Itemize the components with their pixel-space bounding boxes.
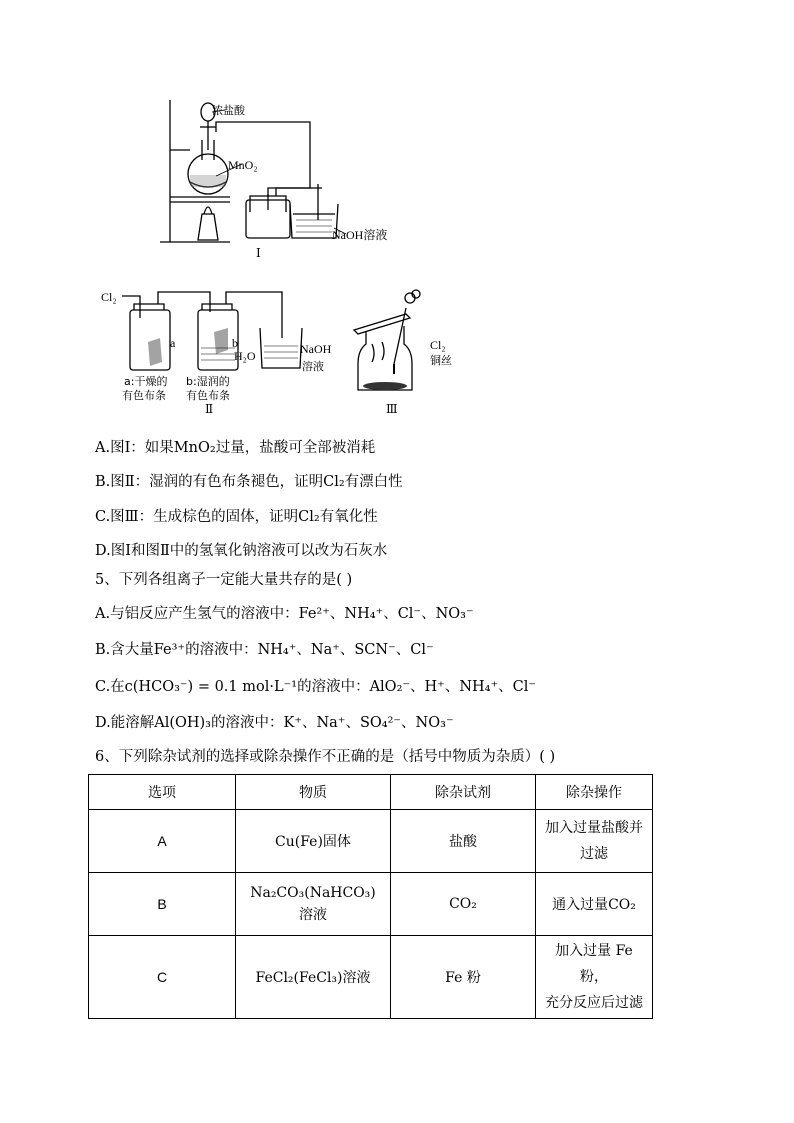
label-cl2-jar: Cl₂: [430, 338, 446, 352]
row-b-reagent: CO₂: [391, 873, 536, 936]
figure-3-apparatus: [350, 284, 430, 404]
table-row: [89, 810, 653, 873]
q6-table: [88, 774, 653, 1019]
header-option: 选项: [89, 775, 236, 810]
q5-stem: 5、下列各组离子一定能大量共存的是( ): [95, 572, 353, 588]
label-wet-strip-1: b:湿润的: [186, 375, 230, 388]
row-c-option: C: [89, 936, 236, 1019]
row-a-operation-line-1: 加入过量盐酸并: [545, 820, 643, 836]
label-naoh-solution-1: NaOH溶液: [332, 228, 388, 242]
figure-1-caption: Ⅰ: [256, 246, 261, 260]
header-substance: 物质: [236, 775, 391, 810]
q4-option-c: C.图Ⅲ：生成棕色的固体，证明Cl₂有氧化性: [95, 509, 378, 525]
label-conc-hcl: 浓盐酸: [212, 104, 245, 117]
row-a-reagent: 盐酸: [391, 810, 536, 873]
label-a: a: [170, 336, 176, 350]
row-c-operation-line-1: 加入过量 Fe 粉，: [555, 943, 633, 985]
q5-option-b: B.含大量Fe³⁺的溶液中：NH₄⁺、Na⁺、SCN⁻、Cl⁻: [95, 642, 434, 658]
label-wet-strip-2: 有色布条: [186, 389, 230, 402]
row-b-option: B: [89, 873, 236, 936]
label-h2o: H₂O: [234, 349, 256, 363]
label-copper-wire: 铜丝: [430, 354, 452, 367]
q4-option-b: B.图Ⅱ：湿润的有色布条褪色，证明Cl₂有漂白性: [95, 474, 403, 490]
label-dry-strip-2: 有色布条: [122, 389, 166, 402]
row-a-operation: [536, 810, 653, 873]
figure-3-caption: Ⅲ: [386, 402, 398, 416]
q4-option-a: A.图Ⅰ：如果MnO₂过量，盐酸可全部被消耗: [95, 440, 376, 456]
label-naoh-solution-2: 溶液: [302, 360, 324, 373]
label-naoh-2: NaOH: [300, 342, 332, 356]
table-header-row: [89, 775, 653, 810]
row-c-operation-line-2: 充分反应后过滤: [545, 995, 643, 1011]
row-a-substance: Cu(Fe)固体: [236, 810, 391, 873]
row-b-substance: [236, 873, 391, 936]
q5-option-d: D.能溶解Al(OH)₃的溶液中：K⁺、Na⁺、SO₄²⁻、NO₃⁻: [95, 715, 454, 731]
row-c-substance: FeCl₂(FeCl₃)溶液: [236, 936, 391, 1019]
q4-option-d: D.图Ⅰ和图Ⅱ中的氢氧化钠溶液可以改为石灰水: [95, 543, 388, 559]
table-row: [89, 873, 653, 936]
header-operation: 除杂操作: [536, 775, 653, 810]
label-mno2: MnO₂: [228, 158, 258, 172]
row-c-reagent: Fe 粉: [391, 936, 536, 1019]
label-cl2-inlet: Cl₂: [101, 290, 117, 304]
row-c-operation: [536, 936, 653, 1019]
table-row: [89, 936, 653, 1019]
row-a-option: A: [89, 810, 236, 873]
q5-option-a: A.与铝反应产生氢气的溶液中：Fe²⁺、NH₄⁺、Cl⁻、NO₃⁻: [95, 606, 474, 622]
figure-2-caption: Ⅱ: [205, 402, 214, 416]
row-b-operation: 通入过量CO₂: [536, 873, 653, 936]
row-a-operation-line-2: 过滤: [580, 846, 608, 862]
row-b-substance-line-1: Na₂CO₃(NaHCO₃): [250, 885, 376, 901]
header-reagent: 除杂试剂: [391, 775, 536, 810]
q5-option-c: C.在c(HCO₃⁻) = 0.1 mol·L⁻¹的溶液中：AlO₂⁻、H⁺、NH₄⁺、Cl⁻: [95, 679, 537, 695]
label-b: b: [232, 336, 238, 350]
label-dry-strip-1: a:干燥的: [124, 375, 168, 388]
row-b-substance-line-2: 溶液: [299, 907, 327, 923]
q6-stem: 6、下列除杂试剂的选择或除杂操作不正确的是（括号中物质为杂质）( ): [95, 749, 556, 765]
